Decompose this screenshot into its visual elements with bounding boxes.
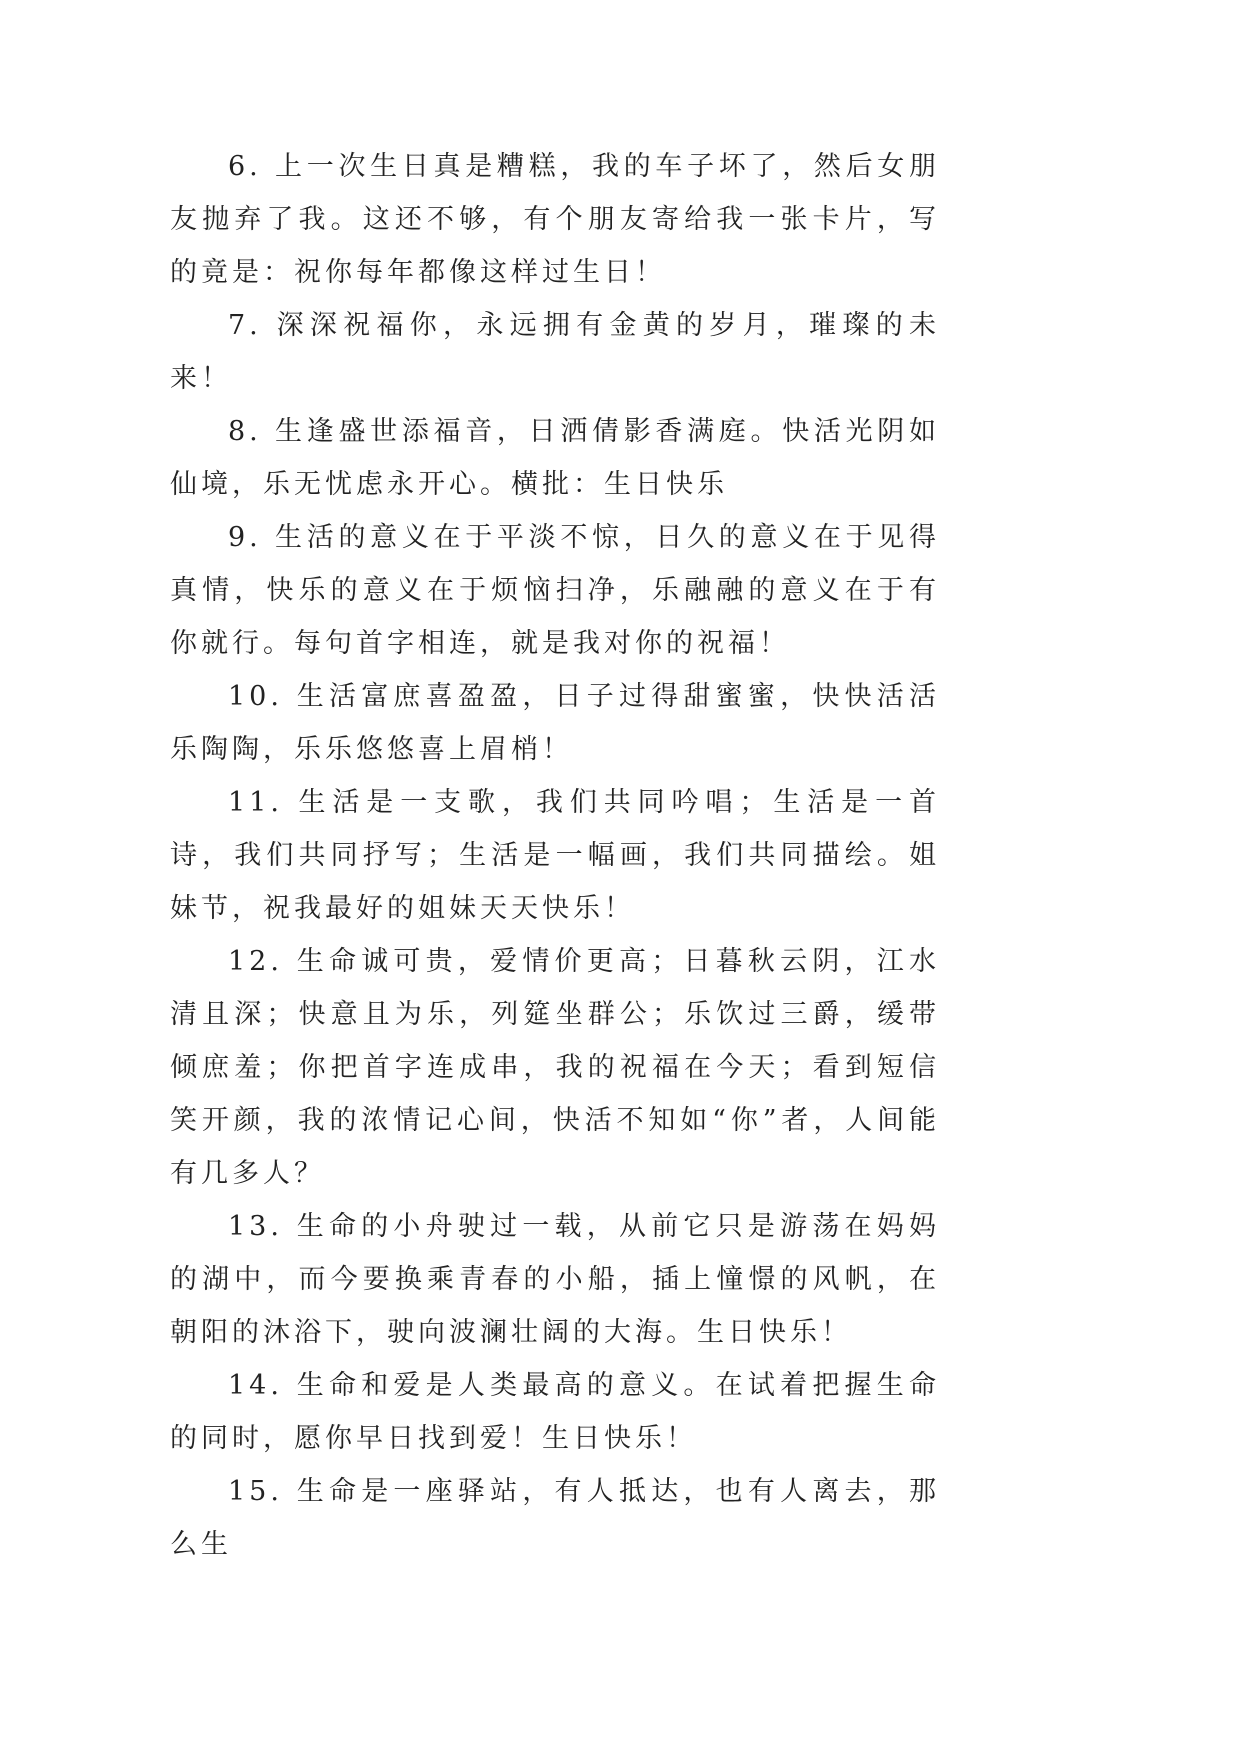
- list-item: [170, 1465, 940, 1571]
- list-item: [170, 299, 940, 405]
- item-text: 生命的小舟驶过一载，从前它只是游荡在妈妈的湖中，而今要换乘青春的小船，插上憧憬的风帆，在朝阳的沐浴下，驶向波澜壮阔的大海。生日快乐！: [170, 1211, 940, 1348]
- item-number: 8.: [228, 416, 262, 447]
- item-number: 13.: [228, 1211, 283, 1242]
- item-number: 6.: [228, 151, 262, 182]
- item-number: 11.: [228, 787, 283, 818]
- list-item: [170, 776, 940, 935]
- list-item: [170, 670, 940, 776]
- item-number: 9.: [228, 522, 262, 553]
- item-number: 14.: [228, 1370, 283, 1401]
- item-text: 生活的意义在于平淡不惊，日久的意义在于见得真情，快乐的意义在于烦恼扫净，乐融融的意义在于有你就行。每句首字相连，就是我对你的祝福！: [170, 522, 940, 659]
- list-item: [170, 511, 940, 670]
- item-text: 生命和爱是人类最高的意义。在试着把握生命的同时，愿你早日找到爱！生日快乐！: [170, 1370, 940, 1454]
- item-number: 10.: [228, 681, 283, 712]
- item-number: 12.: [228, 946, 283, 977]
- item-text: 生逢盛世添福音，日洒倩影香满庭。快活光阴如仙境，乐无忧虑永开心。横批：生日快乐: [170, 416, 940, 500]
- item-text: 生命诚可贵，爱情价更高；日暮秋云阴，江水清且深；快意且为乐，列筵坐群公；乐饮过三爵，缓带倾庶羞；你把首字连成串，我的祝福在今天；看到短信笑开颜，我的浓情记心间，快活不知如“你”者，人间能有几多人？: [170, 946, 940, 1189]
- item-text: 生命是一座驿站，有人抵达，也有人离去，那么生: [170, 1476, 940, 1560]
- item-number: 7.: [228, 310, 262, 341]
- item-text: 深深祝福你，永远拥有金黄的岁月，璀璨的未来！: [170, 310, 940, 394]
- item-number: 15.: [228, 1476, 283, 1507]
- document-page: [170, 140, 940, 1571]
- item-text: 生活是一支歌，我们共同吟唱；生活是一首诗，我们共同抒写；生活是一幅画，我们共同描绘。姐妹节，祝我最好的姐妹天天快乐！: [170, 787, 941, 924]
- list-item: [170, 935, 940, 1200]
- item-text: 生活富庶喜盈盈，日子过得甜蜜蜜，快快活活乐陶陶，乐乐悠悠喜上眉梢！: [170, 681, 940, 765]
- item-text: 上一次生日真是糟糕，我的车子坏了，然后女朋友抛弃了我。这还不够，有个朋友寄给我一张卡片，写的竟是：祝你每年都像这样过生日！: [170, 151, 940, 288]
- list-item: [170, 405, 940, 511]
- list-item: [170, 1359, 940, 1465]
- list-item: [170, 140, 940, 299]
- list-item: [170, 1200, 940, 1359]
